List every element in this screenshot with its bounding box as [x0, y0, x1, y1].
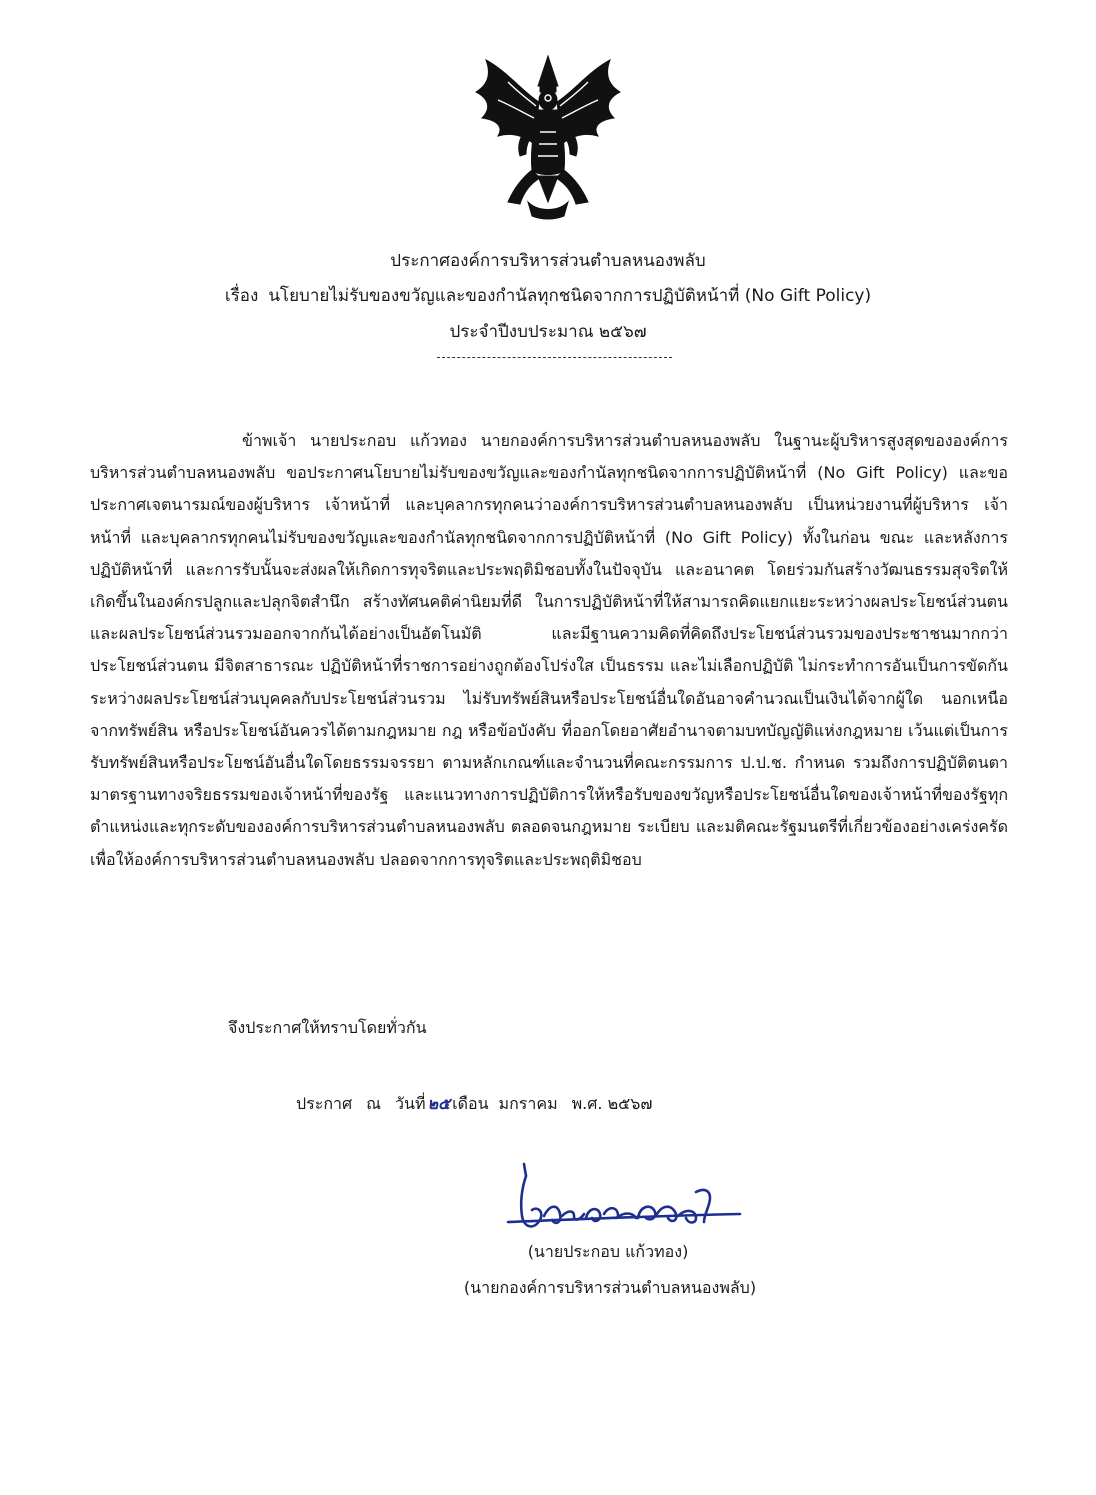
date-year: พ.ศ. ๒๕๖๗ — [571, 1094, 653, 1113]
date-announce-label: ประกาศ — [296, 1094, 353, 1113]
date-day-value: ๒๕ — [427, 1094, 451, 1113]
handwritten-signature — [500, 1158, 760, 1242]
announcement-date — [296, 1092, 652, 1116]
subject-text: นโยบายไม่รับของขวัญและของกำนัลทุกชนิดจากการปฏิบัติหน้าที่ (No Gift Policy) — [268, 286, 872, 306]
subject-label: เรื่อง — [224, 286, 259, 306]
subject-line — [0, 284, 1096, 308]
body-paragraph: ข้าพเจ้า นายประกอบ แก้วทอง นายกองค์การบริหารส่วนตำบลหนองพลับ ในฐานะผู้บริหารสูงสุดขององค์การบริหารส่วนตำบลหนองพลับ ขอประกาศนโยบายไม่รับของขวัญและของกำนัลทุกชนิดจากการปฏิบัติหน้าที่ (No Gift Policy) และขอประกาศเจตนารมณ์ของผู้บริหาร เจ้าหน้าที่ และบุคลากรทุกคนว่าองค์การบริหารส่วนตำบลหนองพลับ เป็นหน่วยงานที่ผู้บริหาร เจ้าหน้าที่ และบุคลากรทุกคนไม่รับของขวัญและของกำนัลทุกชนิดจากการปฏิบัติหน้าที่ (No Gift Policy) ทั้งในก่อน ขณะ และหลังการปฏิบัติหน้าที่ และการรับนั้นจะส่งผลให้เกิดการทุจริตและประพฤติมิชอบทั้งในปัจจุบัน และอนาคต โดยร่วมกันสร้างวัฒนธรรมสุจริตให้เกิดขึ้นในองค์กรปลูกและปลุกจิตสำนึก สร้างทัศนคติค่านิยมที่ดี ในการปฏิบัติหน้าที่ให้สามารถคิดแยกแยะระหว่างผลประโยชน์ส่วนตนและผลประโยชน์ส่วนรวมออกจากกันได้อย่างเป็นอัตโนมัติ และมีฐานความคิดที่คิดถึงประโยชน์ส่วนรวมของประชาชนมากกว่าประโยชน์ส่วนตน มีจิตสาธารณะ ปฏิบัติหน้าที่ราชการอย่างถูกต้องโปร่งใส เป็นธรรม และไม่เลือกปฏิบัติ ไม่กระทำการอันเป็นการขัดกันระหว่างผลประโยชน์ส่วนบุคคลกับประโยชน์ส่วนรวม ไม่รับทรัพย์สินหรือประโยชน์อื่นใดอันอาจคำนวณเป็นเงินได้จากผู้ใด นอกเหนือจากทรัพย์สิน หรือประโยชน์อันควรได้ตามกฎหมาย กฎ หรือข้อบังคับ ที่ออกโดยอาศัยอำนาจตามบทบัญญัติแห่งกฎหมาย เว้นแต่เป็นการรับทรัพย์สินหรือประโยชน์อันอื่นใดโดยธรรมจรรยา ตามหลักเกณฑ์และจำนวนที่คณะกรรมการ ป.ป.ช. กำหนด รวมถึงการปฏิบัติตนตามาตรฐานทางจริยธรรมของเจ้าหน้าที่ของรัฐ และแนวทางการปฏิบัติการให้หรือรับของขวัญหรือประโยชน์อื่นใดของเจ้าหน้าที่ของรัฐทุกตำแหน่งและทุกระดับขององค์การบริหารส่วนตำบลหนองพลับ ตลอดจนกฎหมาย ระเบียบ และมติคณะรัฐมนตรีที่เกี่ยวข้องอย่างเคร่งครัดเพื่อให้องค์การบริหารส่วนตำบลหนองพลับ ปลอดจากการทุจริตและประพฤติมิชอบ — [90, 431, 1009, 869]
date-month: มกราคม — [498, 1094, 558, 1113]
fiscal-year: ประจำปีงบประมาณ ๒๕๖๗ — [449, 322, 647, 342]
announcement-body — [90, 425, 1008, 876]
date-at-label: ณ — [366, 1094, 382, 1113]
signatory-name: (นายประกอบ แก้วทอง) — [527, 1242, 689, 1261]
signatory-position: (นายกองค์การบริหารส่วนตำบลหนองพลับ) — [463, 1278, 757, 1297]
garuda-emblem-icon — [468, 52, 628, 220]
date-day-label: วันที่ — [395, 1094, 426, 1113]
date-month-label: เดือน — [452, 1094, 489, 1113]
announcement-title: ประกาศองค์การบริหารส่วนตำบลหนองพลับ — [390, 251, 706, 271]
divider — [437, 357, 672, 358]
closing-notice: จึงประกาศให้ทราบโดยทั่วกัน — [228, 1018, 427, 1037]
